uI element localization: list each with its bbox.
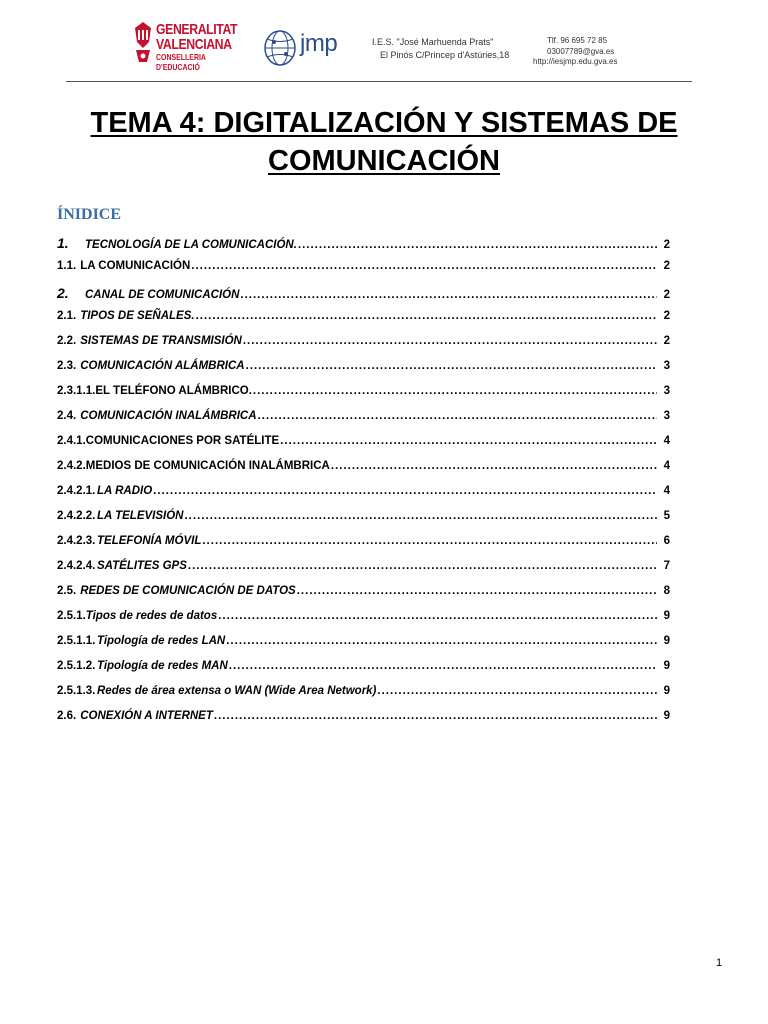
toc-entry-page: 9 xyxy=(663,685,670,697)
toc-entry[interactable] xyxy=(57,710,670,735)
toc-entry[interactable] xyxy=(57,460,670,485)
toc-entry-page: 2 xyxy=(663,239,670,251)
contact-info xyxy=(533,36,618,68)
toc-dot-leader xyxy=(253,385,657,397)
toc-dot-leader xyxy=(377,685,657,697)
toc-entry-label: COMUNICACIÓN INALÁMBRICA xyxy=(80,410,257,422)
header-divider xyxy=(66,81,692,82)
toc-entry-page: 9 xyxy=(663,635,670,647)
toc-dot-leader xyxy=(280,435,657,447)
jmp-wordmark: jmp xyxy=(300,30,338,57)
toc-entry[interactable] xyxy=(57,335,670,360)
toc-entry[interactable] xyxy=(57,685,670,710)
toc-dot-leader xyxy=(202,535,657,547)
toc-entry-number: 2.5.1.1. xyxy=(57,635,96,647)
toc-dot-leader xyxy=(331,460,657,472)
toc-entry-number: 2.4.2.1. xyxy=(57,485,96,497)
toc-entry-page: 2 xyxy=(663,260,670,272)
toc-entry-page: 4 xyxy=(663,485,670,497)
globe-icon xyxy=(262,28,298,68)
toc-entry-label: SATÉLITES GPS xyxy=(97,560,187,572)
toc-entry-page: 4 xyxy=(663,435,670,447)
toc-entry-number: 2.3. xyxy=(57,360,77,372)
toc-entry-label: SISTEMAS DE TRANSMISIÓN xyxy=(80,335,242,347)
document-title xyxy=(56,104,712,180)
title-line-1: TEMA 4: DIGITALIZACIÓN Y SISTEMAS DE xyxy=(90,107,678,139)
toc-entry[interactable] xyxy=(57,285,670,310)
toc-entry-page: 8 xyxy=(663,585,670,597)
toc-entry-label: LA TELEVISIÓN xyxy=(97,510,184,522)
toc-entry-label: COMUNICACIÓN ALÁMBRICA xyxy=(80,360,245,372)
toc-entry-label: TELEFONÍA MÓVIL xyxy=(97,535,202,547)
toc-dot-leader xyxy=(188,560,657,572)
title-line-2: COMUNICACIÓN xyxy=(268,145,500,177)
toc-entry-label: EL TELÉFONO ALÁMBRICO. xyxy=(95,385,252,397)
toc-entry-page: 9 xyxy=(663,660,670,672)
toc-entry-page: 9 xyxy=(663,610,670,622)
toc-entry[interactable] xyxy=(57,510,670,535)
toc-entry-number: 1.1. xyxy=(57,260,77,272)
page-header xyxy=(0,14,768,84)
toc-entry[interactable] xyxy=(57,485,670,510)
toc-entry-label: Redes de área extensa o WAN (Wide Area Network) xyxy=(97,685,377,697)
generalitat-logo xyxy=(132,20,242,74)
toc-dot-leader xyxy=(214,710,657,722)
toc-entry[interactable] xyxy=(57,260,670,285)
toc-entry-number: 2.4.1. xyxy=(57,435,86,447)
toc-entry-label: CANAL DE COMUNICACIÓN xyxy=(85,289,240,301)
toc-entry[interactable] xyxy=(57,610,670,635)
toc-entry-page: 2 xyxy=(663,335,670,347)
toc-entry[interactable] xyxy=(57,660,670,685)
toc-dot-leader xyxy=(229,660,657,672)
phone-text: Tlf. 96 695 72 85 xyxy=(547,36,608,45)
toc-entry[interactable] xyxy=(57,535,670,560)
toc-entry-number: 2.6. xyxy=(57,710,77,722)
school-name: I.E.S. "José Marhuenda Prats" xyxy=(372,37,494,47)
toc-entry-number: 2. xyxy=(57,285,69,301)
toc-dot-leader xyxy=(246,360,657,372)
toc-dot-leader xyxy=(243,335,657,347)
toc-entry-number: 2.1. xyxy=(57,310,77,322)
toc-entry-label: LA COMUNICACIÓN xyxy=(80,260,191,272)
web-text: http://iesjmp.edu.gva.es xyxy=(533,57,618,66)
toc-entry-number: 2.4.2. xyxy=(57,460,86,472)
toc-entry[interactable] xyxy=(57,310,670,335)
toc-entry-number: 2.3.1.1. xyxy=(57,385,96,397)
toc-entry-page: 3 xyxy=(663,360,670,372)
toc-entry-label: Tipología de redes MAN xyxy=(97,660,228,672)
toc-entry-label: TECNOLOGÍA DE LA COMUNICACIÓN. xyxy=(85,239,297,251)
toc-entry-page: 6 xyxy=(663,535,670,547)
toc-entry-page: 9 xyxy=(663,710,670,722)
toc-entry[interactable] xyxy=(57,235,670,260)
toc-entry-page: 7 xyxy=(663,560,670,572)
toc-dot-leader xyxy=(184,510,657,522)
toc-entry-label: LA RADIO xyxy=(97,485,153,497)
gv-line1: GENERALITAT xyxy=(156,21,238,38)
toc-dot-leader xyxy=(196,310,657,322)
toc-entry-page: 3 xyxy=(663,385,670,397)
toc-dot-leader xyxy=(258,410,657,422)
jmp-logo xyxy=(260,26,350,74)
toc-entry-label: MEDIOS DE COMUNICACIÓN INALÁMBRICA xyxy=(85,460,330,472)
toc-entry-label: CONEXIÓN A INTERNET xyxy=(80,710,213,722)
school-info xyxy=(372,36,509,62)
generalitat-emblem-icon xyxy=(132,20,154,66)
toc-entry-page: 5 xyxy=(663,510,670,522)
toc-heading: ÍNIDICE xyxy=(57,206,122,223)
toc-entry[interactable] xyxy=(57,385,670,410)
toc-entry[interactable] xyxy=(57,360,670,385)
gv-line2: VALENCIANA xyxy=(156,36,232,53)
toc-entry-label: Tipos de redes de datos xyxy=(85,610,218,622)
toc-entry[interactable] xyxy=(57,435,670,460)
toc-entry[interactable] xyxy=(57,585,670,610)
toc-entry-page: 4 xyxy=(663,460,670,472)
school-address: El Pinós C/Princep d'Astúries,18 xyxy=(380,50,510,60)
toc-entry-number: 2.5.1. xyxy=(57,610,86,622)
toc-entry-page: 2 xyxy=(663,310,670,322)
toc-entry-number: 2.4. xyxy=(57,410,77,422)
toc-dot-leader xyxy=(191,260,657,272)
toc-entry-number: 1. xyxy=(57,235,69,251)
toc-entry-number: 2.5.1.3. xyxy=(57,685,96,697)
toc-entry-label: Tipología de redes LAN xyxy=(97,635,226,647)
toc-entry-label: REDES DE COMUNICACIÓN DE DATOS xyxy=(80,585,296,597)
toc-entry[interactable] xyxy=(57,560,670,585)
toc-entry-number: 2.4.2.3. xyxy=(57,535,96,547)
page-number: 1 xyxy=(716,957,723,969)
toc-dot-leader xyxy=(297,585,657,597)
toc-dot-leader xyxy=(218,610,657,622)
toc-dot-leader xyxy=(226,635,657,647)
toc-entry-number: 2.4.2.4. xyxy=(57,560,96,572)
toc-entry-page: 2 xyxy=(663,289,670,301)
toc-entry-number: 2.2. xyxy=(57,335,77,347)
toc-entry[interactable] xyxy=(57,635,670,660)
toc-dot-leader xyxy=(240,289,657,301)
toc-entry-label: COMUNICACIONES POR SATÉLITE xyxy=(85,435,280,447)
email-text: 03007789@gva.es xyxy=(547,46,615,56)
toc-entry-number: 2.4.2.2. xyxy=(57,510,96,522)
toc-entry[interactable] xyxy=(57,410,670,435)
toc-dot-leader xyxy=(298,239,657,251)
toc-dot-leader xyxy=(153,485,657,497)
toc-entry-label: TIPOS DE SEÑALES. xyxy=(80,310,195,322)
toc-entry-page: 3 xyxy=(663,410,670,422)
gv-line3: CONSELLERIA D'EDUCACIÓ xyxy=(156,52,206,72)
toc-entry-number: 2.5.1.2. xyxy=(57,660,96,672)
table-of-contents xyxy=(57,235,670,735)
toc-entry-number: 2.5. xyxy=(57,585,77,597)
